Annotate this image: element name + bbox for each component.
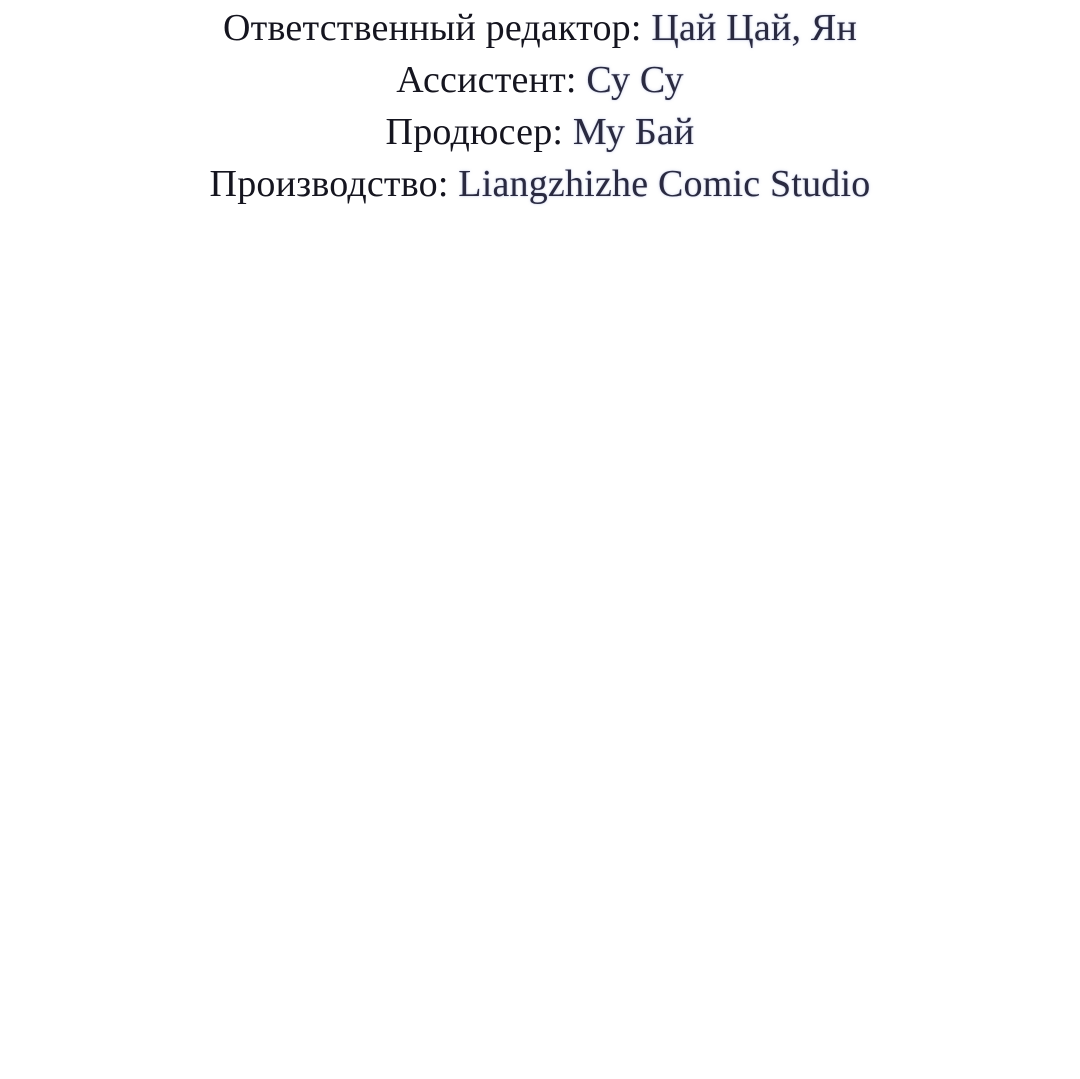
credit-value: Liangzhizhe Comic Studio — [458, 163, 871, 205]
credit-value: Му Бай — [572, 111, 695, 153]
credit-line — [396, 54, 683, 106]
credit-label: Ассистент: — [396, 59, 577, 101]
credit-label: Производство: — [209, 163, 449, 205]
credit-label: Продюсер: — [385, 111, 564, 153]
credit-line — [386, 106, 695, 158]
credit-value: Су Су — [586, 59, 684, 101]
credit-line — [210, 158, 871, 210]
credit-value: Цай Цай, Ян — [651, 7, 857, 49]
blank-area — [0, 210, 1080, 1070]
credit-label: Ответственный редактор: — [223, 7, 642, 49]
credits-block — [0, 0, 1080, 210]
credit-line — [223, 2, 857, 54]
